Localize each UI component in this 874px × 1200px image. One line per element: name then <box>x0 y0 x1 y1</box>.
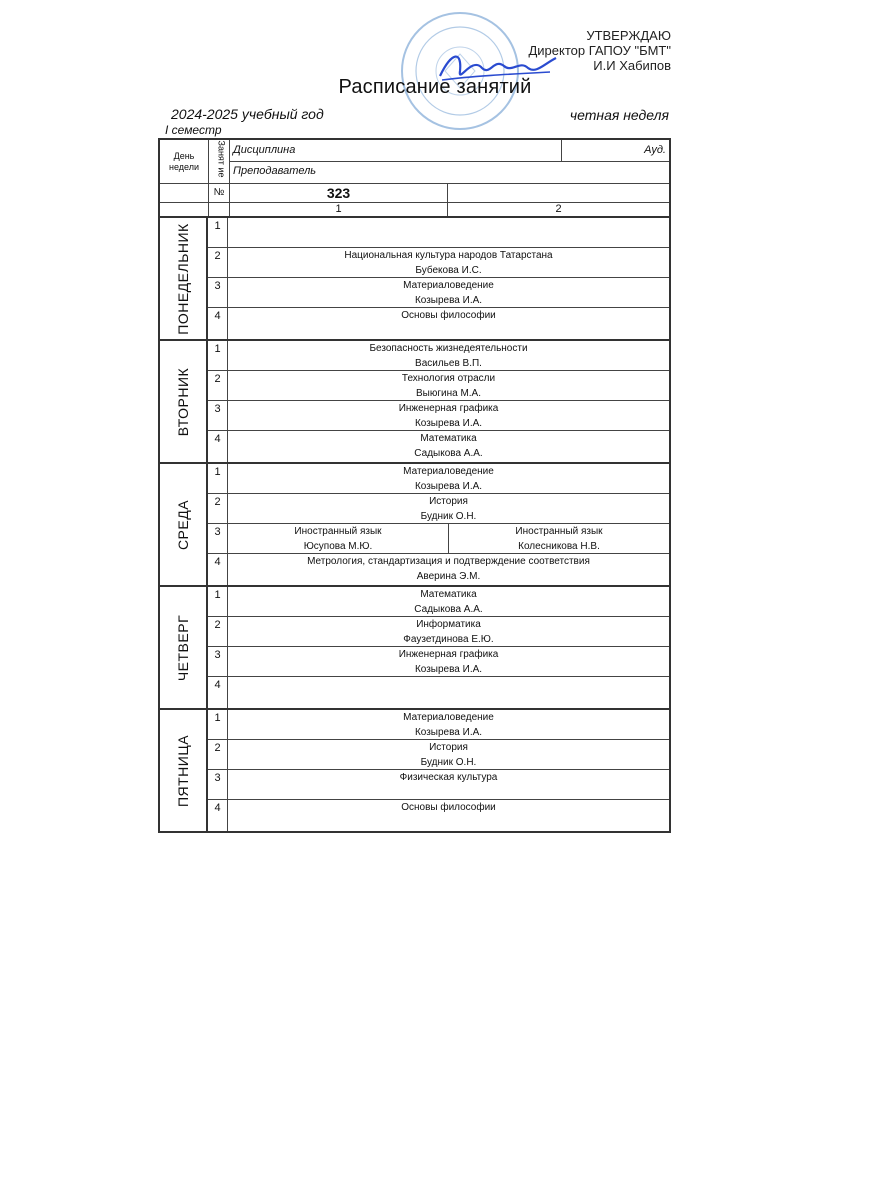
lesson-cell <box>228 308 669 339</box>
day-name: ВТОРНИК <box>160 341 208 462</box>
lesson-teacher: Козырева И.А. <box>414 727 483 738</box>
group-number: 323 <box>230 184 448 202</box>
group-row <box>160 184 669 203</box>
lesson-teacher: Козырева И.А. <box>414 664 483 675</box>
subgroup-2: 2 <box>555 203 562 215</box>
lesson-subject: Математика <box>420 589 477 600</box>
lesson-number: 3 <box>208 770 228 799</box>
lesson-cell <box>228 587 669 616</box>
lesson-cell <box>228 431 669 462</box>
lesson-row <box>208 677 669 708</box>
lesson-cell <box>228 248 669 277</box>
lesson-teacher: Козырева И.А. <box>414 481 483 492</box>
lesson-cell <box>228 710 669 739</box>
approval-line-3: И.И Хабипов <box>593 58 671 73</box>
lesson-subject: Материаловедение <box>403 280 494 291</box>
lesson-row <box>208 464 669 494</box>
approval-line-1: УТВЕРЖДАЮ <box>586 28 671 43</box>
day-block <box>160 464 669 587</box>
lesson-teacher: Козырева И.А. <box>414 418 483 429</box>
lesson-subject: История <box>429 742 468 753</box>
header-lesson: Занят ие <box>209 140 230 183</box>
lesson-teacher: Бубекова И.С. <box>415 265 482 276</box>
lesson-number: 2 <box>208 371 228 400</box>
lesson-row <box>208 710 669 740</box>
lesson-number: 2 <box>208 740 228 769</box>
lesson-number: 3 <box>208 524 228 553</box>
lesson-row <box>208 431 669 462</box>
lesson-row <box>208 248 669 278</box>
approval-line-2: Директор ГАПОУ "БМТ" <box>528 43 671 58</box>
lesson-teacher: Фаузетдинова Е.Ю. <box>403 634 494 645</box>
lesson-subject: Инженерная графика <box>398 403 499 414</box>
lesson-subject: Математика <box>420 433 477 444</box>
lesson-row <box>208 401 669 431</box>
page-title: Расписание занятий <box>338 76 532 98</box>
table-header <box>160 140 669 184</box>
lesson-subject: Метрология, стандартизация и подтверждение соответствия <box>307 556 590 567</box>
lesson-cell <box>228 278 669 307</box>
lesson-number: 4 <box>208 308 228 339</box>
lesson-row <box>208 341 669 371</box>
lesson-cell <box>228 740 669 769</box>
lesson-number: 2 <box>208 494 228 523</box>
lesson-row <box>208 800 669 831</box>
day-name: ЧЕТВЕРГ <box>160 587 208 708</box>
lesson-number: 2 <box>208 248 228 277</box>
lesson-cell <box>228 524 669 553</box>
lesson-number: 4 <box>208 554 228 585</box>
lesson-subject: Основы философии <box>401 310 496 321</box>
lesson-teacher: Будник О.Н. <box>420 511 477 522</box>
lesson-subject: Национальная культура народов Татарстана <box>344 250 553 261</box>
lesson-subject: Материаловедение <box>403 712 494 723</box>
lesson-row <box>208 494 669 524</box>
day-block <box>160 341 669 464</box>
lesson-row <box>208 308 669 339</box>
subgroup-1: 1 <box>230 203 448 216</box>
header-day: День недели <box>160 140 209 183</box>
lesson-cell <box>228 401 669 430</box>
lesson-cell <box>228 800 669 831</box>
lesson-cell <box>228 341 669 370</box>
lesson-number: 1 <box>208 710 228 739</box>
lesson-teacher: Аверина Э.М. <box>416 571 481 582</box>
day-block <box>160 218 669 341</box>
lesson-cell <box>228 464 669 493</box>
header-discipline: Дисциплина <box>230 140 562 161</box>
lesson-subject: Иностранный язык <box>515 526 603 537</box>
lesson-teacher: Васильев В.П. <box>415 358 482 369</box>
subgroup-row <box>160 203 669 218</box>
lesson-subject: Физическая культура <box>399 772 498 783</box>
lesson-teacher: Колесникова Н.В. <box>518 541 600 552</box>
day-block <box>160 710 669 831</box>
lesson-number: 4 <box>208 800 228 831</box>
lesson-number: 4 <box>208 431 228 462</box>
lesson-number: 3 <box>208 278 228 307</box>
lesson-cell <box>228 554 669 585</box>
lesson-number: 1 <box>208 587 228 616</box>
header-teacher: Преподаватель <box>233 165 317 177</box>
day-name: ПОНЕДЕЛЬНИК <box>160 218 208 339</box>
lesson-number: 3 <box>208 647 228 676</box>
lesson-cell <box>228 494 669 523</box>
lesson-subject: Безопасность жизнедеятельности <box>369 343 528 354</box>
lesson-number: 1 <box>208 218 228 247</box>
lesson-number: 1 <box>208 464 228 493</box>
lesson-cell <box>228 371 669 400</box>
day-name: СРЕДА <box>160 464 208 585</box>
day-name: ПЯТНИЦА <box>160 710 208 831</box>
lesson-number: 4 <box>208 677 228 708</box>
week-type: четная неделя <box>569 107 669 123</box>
lesson-cell <box>228 218 669 247</box>
lesson-row <box>208 278 669 308</box>
lesson-row <box>208 524 669 554</box>
lesson-number: 3 <box>208 401 228 430</box>
lesson-subject: Технология отрасли <box>401 373 496 384</box>
lesson-row <box>208 218 669 248</box>
lesson-row <box>208 587 669 617</box>
day-block <box>160 587 669 710</box>
subgroup-cell-left <box>228 524 448 553</box>
lesson-cell <box>228 677 669 708</box>
lesson-teacher: Выюгина М.А. <box>415 388 481 399</box>
lesson-cell <box>228 770 669 799</box>
lesson-number: 1 <box>208 341 228 370</box>
lesson-subject: Инженерная графика <box>398 649 499 660</box>
lesson-cell <box>228 647 669 676</box>
approval-block <box>528 28 671 73</box>
lesson-teacher: Садыкова А.А. <box>414 448 483 459</box>
lesson-row <box>208 647 669 677</box>
header-room: Ауд. <box>644 144 666 156</box>
lesson-teacher: Садыкова А.А. <box>414 604 483 615</box>
semester: I семестр <box>165 123 222 137</box>
lesson-row <box>208 617 669 647</box>
lesson-subject: Основы философии <box>401 802 496 813</box>
lesson-subject: Информатика <box>416 619 481 630</box>
lesson-subject: Иностранный язык <box>294 526 382 537</box>
lesson-row <box>208 371 669 401</box>
lesson-row <box>208 740 669 770</box>
lesson-subject: Материаловедение <box>403 466 494 477</box>
lesson-teacher: Козырева И.А. <box>414 295 483 306</box>
lesson-number: 2 <box>208 617 228 646</box>
lesson-teacher: Юсупова М.Ю. <box>303 541 373 552</box>
number-sign: № <box>209 184 230 202</box>
academic-year: 2024-2025 учебный год <box>171 106 324 122</box>
lesson-row <box>208 770 669 800</box>
lesson-cell <box>228 617 669 646</box>
lesson-teacher: Будник О.Н. <box>420 757 477 768</box>
subgroup-cell-right <box>448 524 669 553</box>
schedule-table <box>158 138 671 833</box>
lesson-row <box>208 554 669 585</box>
lesson-subject: История <box>429 496 468 507</box>
